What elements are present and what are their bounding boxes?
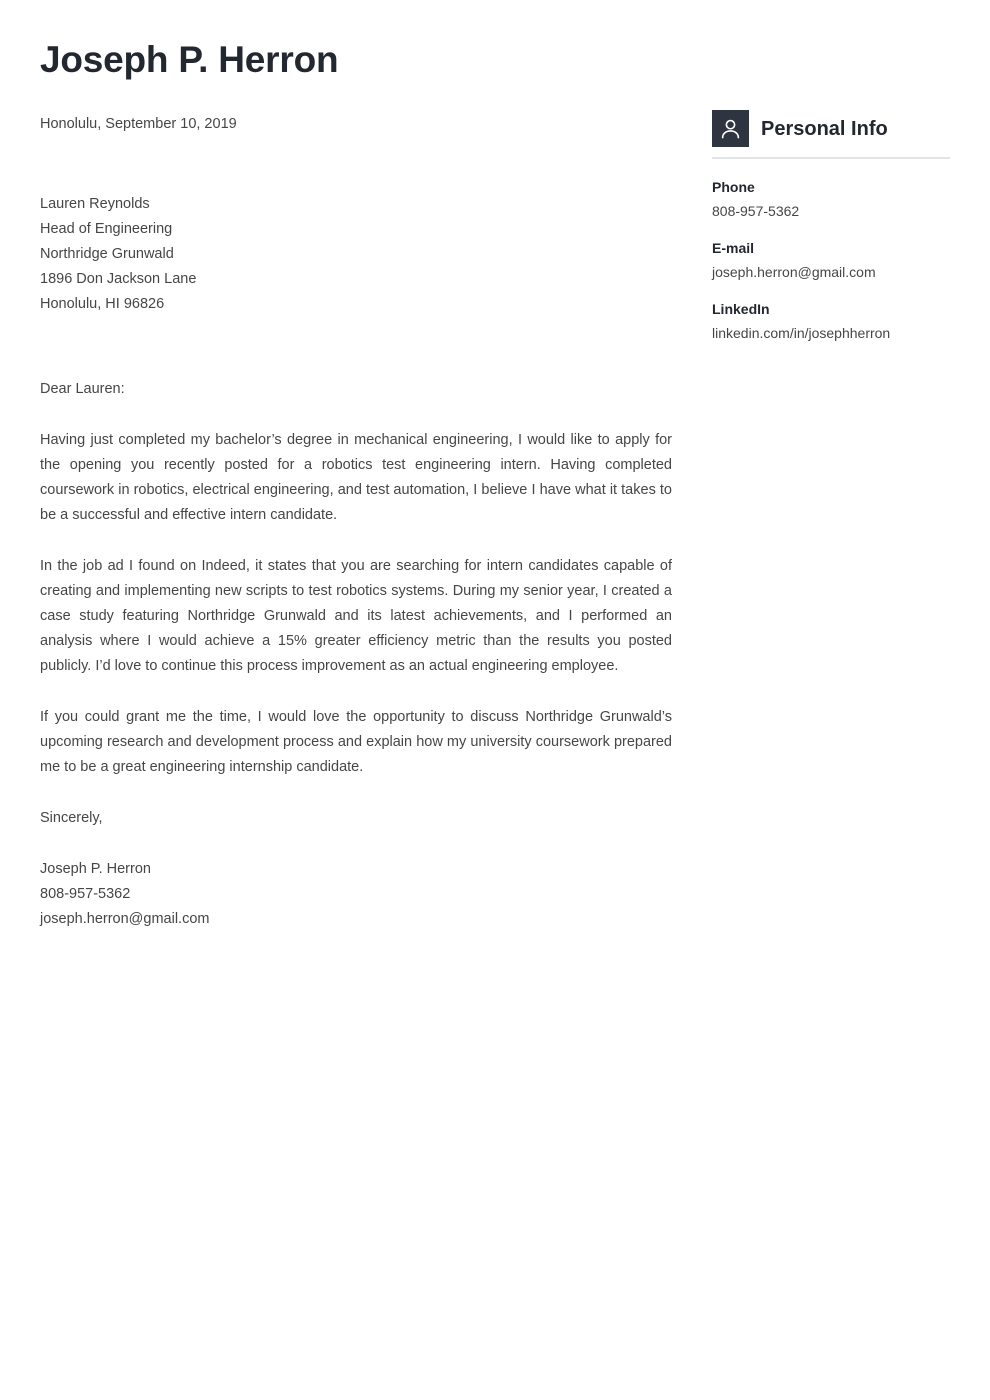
recipient-line: Honolulu, HI 96826 (40, 296, 165, 312)
sidebar-title: Personal Info (761, 117, 888, 140)
closing-line: Sincerely, (40, 810, 103, 826)
recipient-line: Head of Engineering (40, 221, 173, 237)
linkedin-value[interactable]: linkedin.com/in/josephherron (712, 325, 891, 341)
letter-paragraph: If you could grant me the time, I would love the opportunity to discuss Northridge Grunwald’s upcoming research and development process and explain how my university coursework prepared me to be a great engineering internship candidate. (40, 709, 672, 775)
phone-label: Phone (712, 179, 755, 195)
signature-name: Joseph P. Herron (40, 861, 151, 877)
signature-phone: 808-957-5362 (40, 886, 131, 902)
signature-email: joseph.herron@gmail.com (40, 911, 210, 927)
letter-paragraph: Having just completed my bachelor’s degree in mechanical engineering, I would like to apply for the opening you recently posted for a robotics test engineering intern. Having completed coursework in robotics, electrical engineering, and test automation, I believe I have what it takes to be a successful and effective intern candidate. (40, 432, 672, 523)
page-title: Joseph P. Herron (40, 39, 339, 80)
sidebar-entries (712, 177, 950, 343)
phone-value[interactable]: 808-957-5362 (712, 203, 800, 219)
personal-info-sidebar (712, 110, 950, 360)
sidebar-entry-linkedin (712, 299, 950, 343)
letter-body (40, 192, 672, 932)
linkedin-label: LinkedIn (712, 301, 770, 317)
salutation: Dear Lauren: (40, 381, 125, 397)
letter-paragraph: In the job ad I found on Indeed, it states that you are searching for intern candidates capable of creating and implementing new scripts to test robotics systems. During my senior year, I created a case study featuring Northridge Grunwald and its latest achievements, and I performed an analysis where I would achieve a 15% greater efficiency metric than the results you posted publicly. I’d love to continue this process improvement as an actual engineering employee. (40, 558, 672, 674)
sidebar-header (712, 110, 950, 159)
recipient-line: Lauren Reynolds (40, 196, 150, 212)
email-label: E-mail (712, 240, 755, 256)
sidebar-entry-email (712, 238, 950, 282)
recipient-line: Northridge Grunwald (40, 246, 174, 262)
signature-block (40, 857, 672, 932)
recipient-line: 1896 Don Jackson Lane (40, 271, 197, 287)
person-icon (712, 110, 749, 147)
recipient-address-block (40, 192, 672, 317)
email-value[interactable]: joseph.herron@gmail.com (712, 264, 876, 280)
date-line: Honolulu, September 10, 2019 (40, 116, 237, 132)
sidebar-entry-phone (712, 177, 950, 221)
